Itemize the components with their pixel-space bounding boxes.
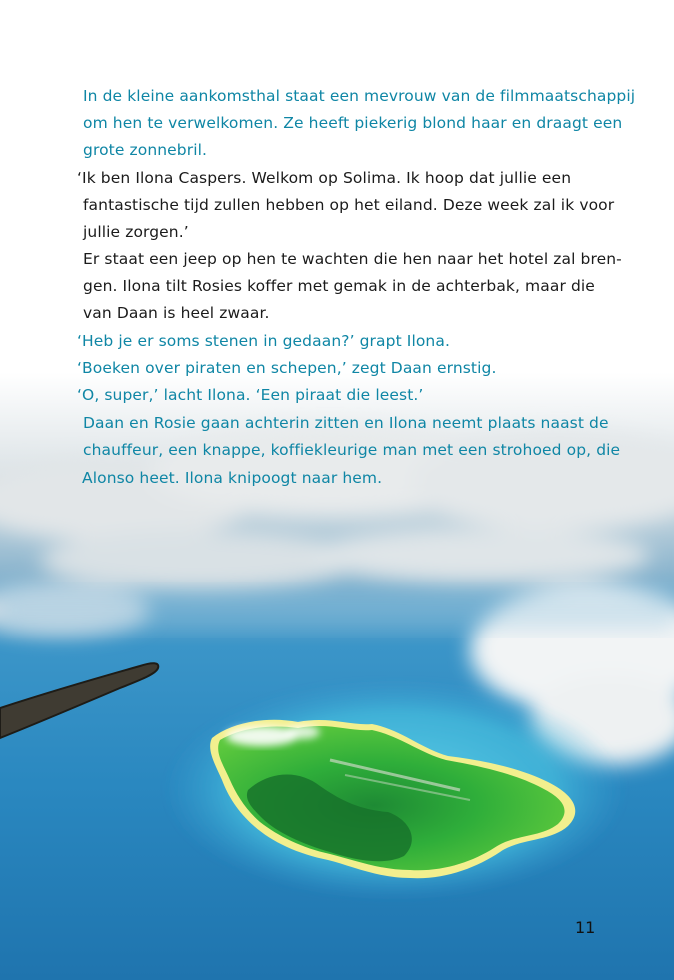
text-line: In de kleine aankomsthal staat een mevrouw van de filmmaatschappij — [83, 87, 636, 105]
text-line: fantastische tijd zullen hebben op het eiland. Deze week zal ik voor — [83, 196, 615, 214]
text-line: grote zonnebril. — [83, 141, 208, 159]
text-line: chauffeur, een knappe, koffiekleurige man met een strohoed op, die — [83, 441, 621, 459]
text-line: om hen te verwelkomen. Ze heeft piekerig blond haar en draagt een — [83, 114, 623, 132]
text-line: gen. Ilona tilt Rosies koffer met gemak in de achterbak, maar die — [83, 277, 595, 295]
text-line: jullie zorgen.’ — [83, 223, 189, 241]
text-line: Daan en Rosie gaan achterin zitten en Ilona neemt plaats naast de — [83, 414, 609, 432]
text-line: ‘Ik ben Ilona Caspers. Welkom op Solima. Ik hoop dat jullie een — [77, 169, 572, 187]
page-number: 11 — [575, 918, 596, 937]
text-line: Alonso heet. Ilona knipoogt naar hem. — [82, 469, 383, 487]
text-line: Er staat een jeep op hen te wachten die hen naar het hotel zal bren- — [83, 250, 622, 268]
text-line: ‘O, super,’ lacht Ilona. ‘Een piraat die leest.’ — [77, 386, 424, 404]
text-line: ‘Heb je er soms stenen in gedaan?’ grapt Ilona. — [77, 332, 450, 350]
text-line: ‘Boeken over piraten en schepen,’ zegt Daan ernstig. — [77, 359, 497, 377]
text-line: van Daan is heel zwaar. — [83, 304, 270, 322]
